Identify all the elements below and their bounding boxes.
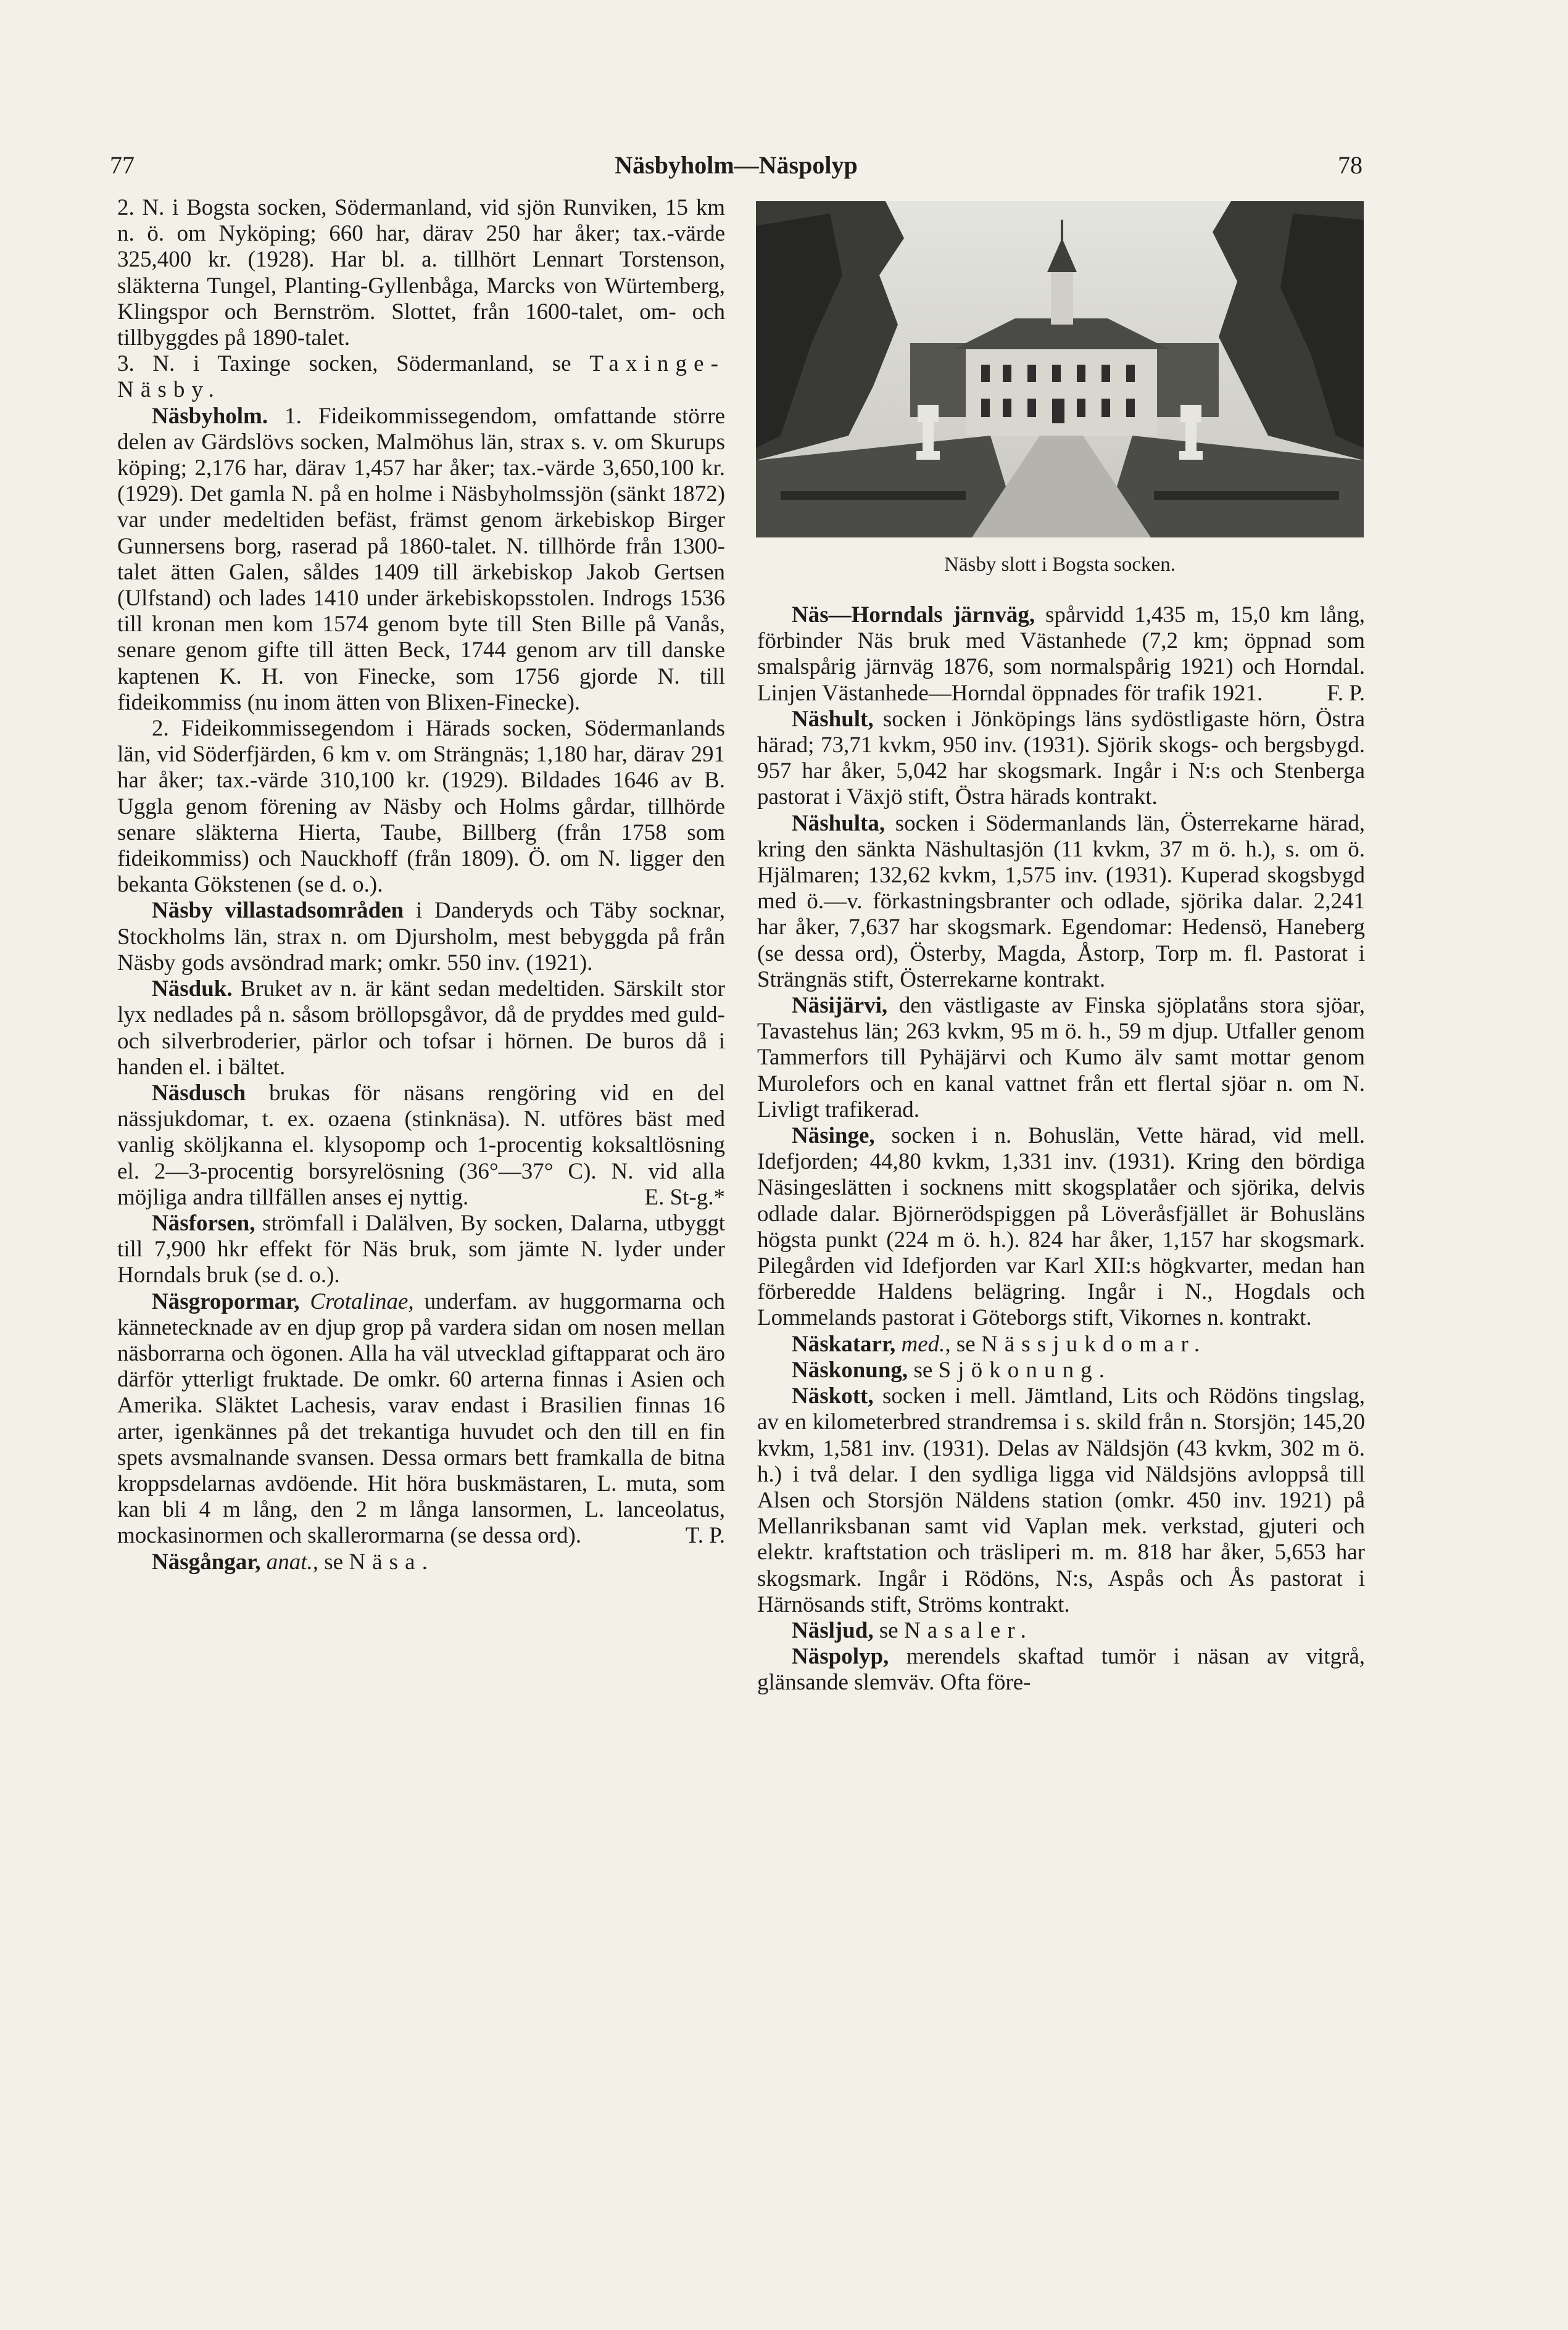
entry-term: Näshult, [792, 706, 874, 732]
entry-term: Näsljud, [792, 1617, 874, 1643]
entry-term: Näskott, [792, 1383, 874, 1409]
cross-reference: Sjökonung. [938, 1357, 1112, 1383]
author-signature: E. St-g.* [644, 1184, 725, 1210]
entry-naskatarr: Näskatarr, med., se Nässjukdomar. [792, 1331, 1207, 1357]
entry-nashult: Näshult, socken i Jönköpings läns sydöstligaste hörn, Östra härad; 73,71 kvkm, 950 inv. (1931). Sjörik skogs- och bergsbygd. 957 har åker, 5,042 har skogsmark. Ingår i N:s och Stenberga pastorat i Växjö stift, Östra härads kontrakt. [757, 706, 1366, 810]
author-signature: F. P. [1327, 680, 1365, 706]
left-column [117, 195, 725, 1575]
entry-nasby-3: 3. N. i Taxinge socken, Södermanland, se Taxinge-Näsby. [117, 351, 726, 403]
entry-nasbyholm-2: 2. Fideikommissegendom i Härads socken, Södermanlands län, vid Söderfjärden, 6 km v. om Strängnäs; 1,180 har, därav 291 har åker; tax.-värde 310,100 kr. (1929). Bildades 1646 av B. Uggla genom förening av Näsby och Holms gårdar, tillhörde senare släkterna Hierta, Taube, Billberg (från 1758 som fideikommiss) och Nauckhoff (från 1809). Ö. om N. ligger den bekanta Gökstenen (se d. o.). [117, 716, 725, 898]
entry-term: Näsijärvi, [792, 993, 888, 1019]
author-signature: T. P. [685, 1523, 725, 1549]
entry-nasby-2: 2. N. i Bogsta socken, Södermanland, vid sjön Runviken, 15 km n. ö. om Nyköping; 660 har, därav 250 har åker; tax.-värde 325,400 kr. (1928). Har bl. a. tillhört Lennart Torstenson, släkterna Tungel, Planting-Gyllenbåga, Marcks von Würtemberg, Klingspor och Bernström. Slottet, från 1600-talet, om- och tillbyggdes på 1890-talet. [117, 195, 725, 351]
entry-nasbyholm: Näsbyholm. 1. Fideikommissegendom, omfattande större delen av Gärdslövs socken, Malmöhus län, strax s. v. om Skurups köping; 2,176 har, därav 1,457 har åker; tax.-värde 3,650,100 kr. (1929). Det gamla N. på en holme i Näsbyholmssjön (sänkt 1872) var under medeltiden befäst, främst genom ärkebiskop Birger Gunnersens borg, raserad på 1860-talet. N. tillhörde från 1300-talet ätten Galen, såldes 1409 till ärkebiskop Jakob Gertsen (Ulfstand) och lades 1410 under ärkebiskopsstolen. Indrogs 1536 till kronan men kom 1574 genom byte till Sten Bille på Vanås, senare genom gifte till ätten Beck, 1744 genom arv till danske kaptenen K. H. von Finecke, som 1756 gjorde N. till fideikommiss (nu inom ätten von Blixen-Finecke). [117, 403, 725, 715]
entry-nasduk: Näsduk. Bruket av n. är känt sedan medeltiden. Särskilt stor lyx nedlades på n. såsom bröllopsgåvor, då de pryddes med guld- och silverbroderier, pärlor och tofsar i hörnen. De buros då i handen el. i bältet. [117, 976, 725, 1080]
entry-term: Näsforsen, [152, 1210, 255, 1236]
entry-term: Näsgångar, [152, 1549, 261, 1575]
entry-nasby-villastad: Näsby villastadsområden i Danderyds och Täby socknar, Stockholms län, strax n. om Djursholm, mest bebyggda på från Näsby gods avsöndrad mark; omkr. 550 inv. (1921). [117, 898, 725, 976]
right-column [757, 602, 1365, 1696]
entry-nas-horndals-jarnvag: Näs—Horndals järnväg, spårvidd 1,435 m, 15,0 km lång, förbinder Näs bruk med Västanhede (7,2 km; öppnad som smalspårig järnväg 1876, som normalspårig 1921) och Horndal. Linjen Västanhede—Horndal öppnades för trafik 1921. F. P. [757, 602, 1366, 706]
page-number-right: 78 [1338, 151, 1363, 179]
entry-nashulta: Näshulta, socken i Södermanlands län, Österrekarne härad, kring den sänkta Näshultasjön (11 kvkm, 37 m ö. h.), s. om ö. Hjälmaren; 132,62 kvkm, 1,575 inv. (1931). Kuperad skogsbygd med ö.—v. förkastningsbranter och odlade, sjörika dalar. 2,241 har åker, 7,637 har skogsmark. Egendomar: Hedensö, Haneberg (se dessa ord), Österby, Magda, Åstorp, Torp m. fl. Pastorat i Strängnäs stift, Österrekarne kontrakt. [757, 810, 1366, 992]
cross-reference: Nässjukdomar. [981, 1331, 1207, 1357]
entry-nasljud: Näsljud, se Nasaler. [792, 1617, 1033, 1643]
entry-term: Näskatarr, [792, 1331, 896, 1357]
page-header [110, 151, 1363, 188]
castle-photograph [756, 201, 1364, 537]
entry-nasgropormar: Näsgropormar, Crotalinae, underfam. av huggormarna och kännetecknade av en djup grop på vardera sidan om nosen mellan näsborrarna och ögonen. Alla ha väl utvecklad giftapparat och äro därför ytterligt fruktade. De omkr. 60 arterna finnas i Asien och Amerika. Släktet Lachesis, varav endast i Brasilien finnas 16 arter, igenkännes på det trekantiga huvudet och den till en fin spets avsmalnande svansen. Dessa ormars bett framkalla de bitna kroppsdelarnas avdöende. Hit höra buskmästaren, L. muta, som kan bli 4 m lång, den 2 m långa lansormen, L. lanceolatus, mockasinormen och skallerormarna (se dessa ord). T. P. [117, 1288, 726, 1549]
entry-term: Näsgropormar, [152, 1288, 300, 1314]
entry-term: Näskonung, [792, 1357, 908, 1383]
running-title: Näsbyholm—Näspolyp [615, 151, 858, 179]
cross-reference: Näsa. [349, 1549, 435, 1575]
entry-naskott: Näskott, socken i mell. Jämtland, Lits och Rödöns tingslag, av en kilometerbred strandremsa i s. skild från n. Storsjön; 145,20 kvkm, 1,581 inv. (1931). Delas av Näldsjön (43 kvkm, 302 m ö. h.) i två delar. I den sydliga ligga vid Näldsjöns avloppså till Alsen och Storsjön Näldens station (omkr. 450 inv. 1921) på Mellanriksbanan samt vid Vaplan mek. verkstad, gjuteri och elektr. kraftstation och träsliperi m. m. 818 har åker, 5,653 har skogsmark. Ingår i Rödöns, N:s, Aspås och Ås pastorat i Härnösands stift, Ströms kontrakt. [757, 1383, 1366, 1617]
entry-naskonung: Näskonung, se Sjökonung. [792, 1357, 1112, 1383]
entry-term: Näs—Horndals järnväg, [792, 602, 1035, 628]
entry-term: Näsby villastadsområden [152, 898, 404, 924]
entry-term: Näsdusch [152, 1080, 246, 1106]
entry-nasgangar: Näsgångar, anat., se Näsa. [152, 1549, 435, 1575]
entry-term: Näshulta, [792, 810, 886, 836]
entry-naspolyp: Näspolyp, merendels skaftad tumör i näsan av vitgrå, glänsande slemväv. Ofta före- [757, 1644, 1366, 1696]
entry-nasdusch: Näsdusch brukas för näsans rengöring vid en del nässjukdomar, t. ex. ozaena (stinknäsa). N. utföres bäst med vanlig sköljkanna el. klysopomp och 1-procentig koksaltlösning el. 2—3-procentig borsyrelösning (36°—37° C). N. vid alla möjliga andra tillfällen anses ej nyttig. E. St-g.* [117, 1080, 725, 1210]
entry-term: Näsduk. [152, 976, 233, 1002]
entry-term: Näspolyp, [792, 1644, 889, 1670]
entry-term: Näsinge, [792, 1123, 875, 1149]
entry-nasijarvi: Näsijärvi, den västligaste av Finska sjöplatåns stora sjöar, Tavastehus län; 263 kvkm, 95 m ö. h., 59 m djup. Utfaller genom Tammerfors till Pyhäjärvi och Kumo älv samt mottar genom Murolefors och en kanal vattnet från ett flertal sjöar n. om N. Livligt trafikerad. [757, 993, 1365, 1122]
page-number-left: 77 [110, 151, 135, 179]
entry-term: Näsbyholm. [152, 403, 268, 429]
entry-nasforsen: Näsforsen, strömfall i Dalälven, By socken, Dalarna, utbyggt till 7,900 hkr effekt för Näs bruk, som jämte N. lyder under Horndals bruk (se d. o.). [117, 1210, 726, 1288]
figure-caption: Näsby slott i Bogsta socken. [944, 553, 1176, 576]
entry-nasinge: Näsinge, socken i n. Bohuslän, Vette härad, vid mell. Idefjorden; 44,80 kvkm, 1,331 inv. (1931). Kring den bördiga Näsingeslätten i socknens mitt skogsplatåer och sjörika, delvis odlade dalar. Björnerödspiggen på Löveråsfjället är Bohusläns högsta punkt (224 m ö. h.). 824 har åker, 1,157 har skogsmark. Pilegården vid Idefjorden var Karl XII:s högkvarter, medan han förberedde Haldens belägring. Ingår i N., Hogdals och Lommelands pastorat i Göteborgs stift, Vikornes n. kontrakt. [757, 1123, 1365, 1331]
cross-reference: Taxinge-Näsby. [117, 351, 726, 403]
cross-reference: Nasaler. [903, 1617, 1033, 1643]
